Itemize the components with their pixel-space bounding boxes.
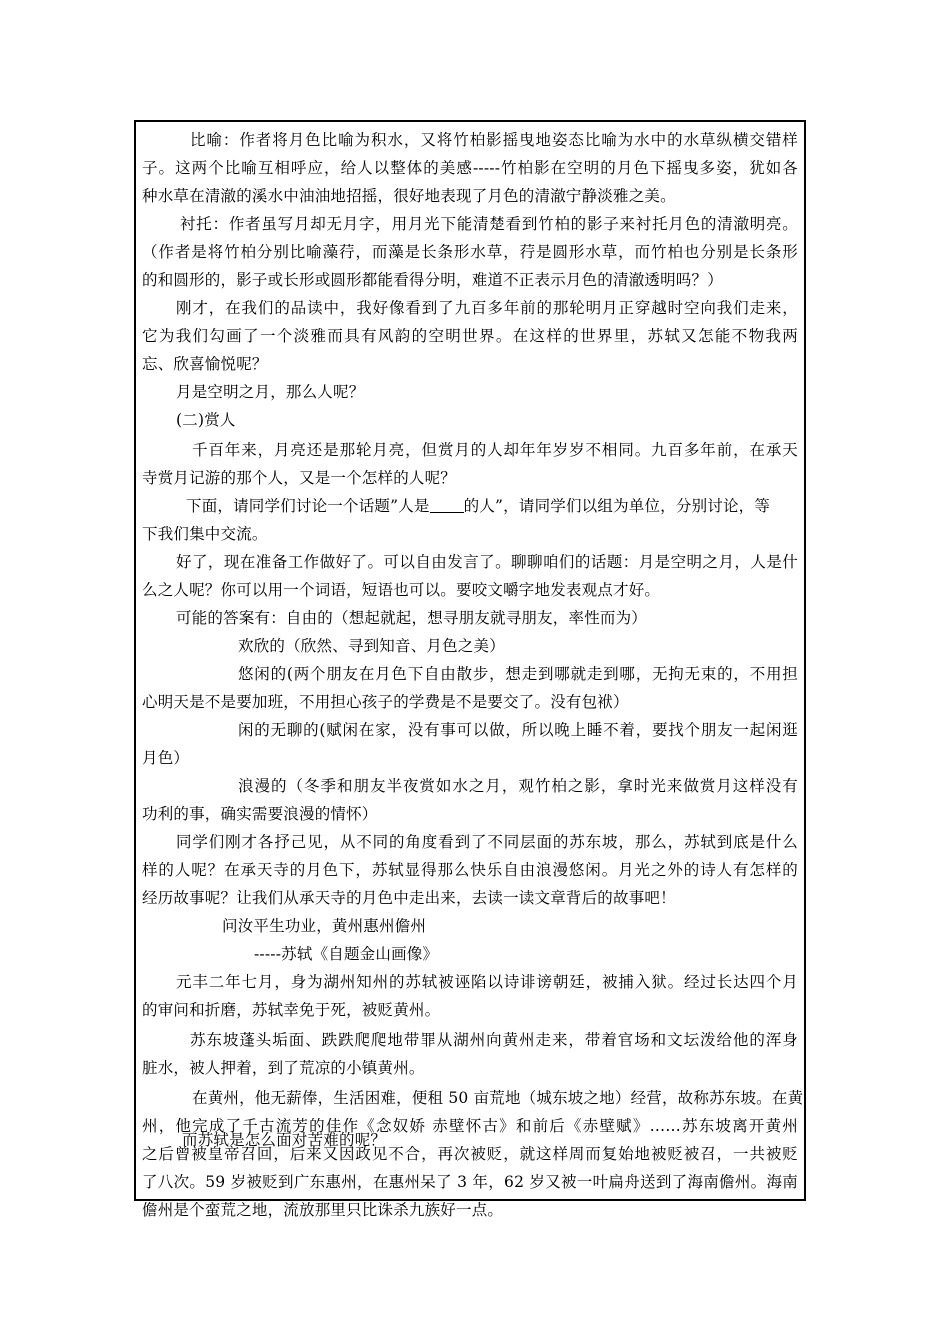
- paragraph-line: [186, 492, 798, 520]
- poem-quote: 问汝平生功业，黄州惠州儋州: [222, 917, 427, 935]
- answer-line: 悠闲的(两个朋友在月色下自由散步，想走到哪就走到哪，无拘无束的，不用担: [238, 665, 798, 683]
- paragraph-line: 在黄州，他无薪俸，生活困难，便租 50 亩荒地（城东坡之地）经营，故称苏东坡。在黄: [192, 1089, 804, 1107]
- paragraph-line: 刚才，在我们的品读中，我好像看到了九百多年前的那轮明月正穿越时空向我们走来，: [176, 299, 798, 317]
- paragraph-line: 的和圆形的，影子或长形或圆形都能看得分明，难道不正表示月色的清澈透明吗？）: [142, 271, 723, 289]
- poem-attribution: -----苏轼《自题金山画像》: [254, 945, 439, 963]
- paragraph-line: 子。这两个比喻互相呼应，给人以整体的美感-----竹柏影在空明的月色下摇曳多姿，犹如各: [142, 159, 798, 177]
- paragraph-line: （作者是将竹柏分别比喻藻荇，而藻是长条形水草，荇是圆形水草，而竹柏也分别是长条形: [142, 243, 798, 261]
- answer-line: 欢欣的（欣然、寻到知音、月色之美）: [238, 637, 505, 655]
- paragraph-line: 经历故事呢？让我们从承天寺的月色中走出来，去读一读文章背后的故事吧！: [142, 889, 676, 907]
- text-fragment: 下面，请同学们讨论一个话题”人是: [186, 497, 430, 515]
- paragraph-line: 寺赏月记游的那个人，又是一个怎样的人呢？: [142, 469, 457, 487]
- paragraph-line: 同学们刚才各抒己见，从不同的角度看到了不同层面的苏东坡，那么，苏轼到底是什么: [176, 833, 798, 851]
- paragraph-line: 衬托：作者虽写月却无月字，用月光下能清楚看到竹柏的影子来衬托月色的清澈明亮。: [180, 215, 798, 233]
- paragraph-line: 好了，现在准备工作做好了。可以自由发言了。聊聊咱们的话题：月是空明之月，人是什: [176, 553, 798, 571]
- paragraph-line: 的审问和折磨，苏轼幸免于死，被贬黄州。: [142, 1001, 441, 1019]
- answer-line: 功利的事，确实需要浪漫的情怀）: [142, 805, 378, 823]
- paragraph-line: 比喻：作者将月色比喻为积水，又将竹柏影摇曳地姿态比喻为水中的水草纵横交错样: [190, 131, 798, 149]
- answer-line: 月色）: [142, 749, 190, 767]
- paragraph-line: 下我们集中交流。: [142, 525, 268, 543]
- text-fragment: 的人”，请同学们以组为单位，分别讨论，等: [463, 497, 771, 515]
- paragraph-line: 元丰二年七月，身为湖州知州的苏轼被诬陷以诗诽谤朝廷，被捕入狱。经过长达四个月: [176, 973, 798, 991]
- paragraph-line: 脏水，被人押着，到了荒凉的小镇黄州。: [142, 1059, 425, 1077]
- paragraph-line: 样的人呢？在承天寺的月色下，苏轼显得那么快乐自由浪漫悠闲。月光之外的诗人有怎样的: [142, 861, 798, 879]
- text-table-cell: [134, 120, 806, 1219]
- paragraph-line: 苏东坡蓬头垢面、跌跌爬爬地带罪从湖州向黄州走来，带着官场和文坛泼给他的浑身: [190, 1031, 798, 1049]
- paragraph-line: 种水草在清澈的溪水中油油地招摇，很好地表现了月色的清澈宁静淡雅之美。: [142, 187, 676, 205]
- answer-line: 闲的无聊的(赋闲在家，没有事可以做，所以晚上睡不着，要找个朋友一起闲逛: [238, 721, 798, 739]
- paragraph-line: 它为我们勾画了一个淡雅而具有风韵的空明世界。在这样的世界里，苏轼又怎能不物我两: [142, 327, 798, 345]
- paragraph-line: 忘、欣喜愉悦呢？: [142, 355, 268, 373]
- answer-line: 心明天是不是要加班，不用担心孩子的学费是不是要交了。没有包袱）: [142, 693, 629, 711]
- paragraph-line: 可能的答案有：自由的（想起就起，想寻朋友就寻朋友，率性而为）: [176, 609, 648, 627]
- paragraph-line: 之后曾被皇帝召回，后来又因政见不合，再次被贬，就这样周而复始地被贬被召，一共被贬: [142, 1145, 798, 1163]
- paragraph-line: 州，他完成了千古流芳的佳作《念奴娇 赤壁怀古》和前后《赤壁赋》……苏东坡离开黄州: [142, 1117, 798, 1135]
- paragraph-line: 千百年来，月亮还是那轮月亮，但赏月的人却年年岁岁不相同。九百多年前，在承天: [192, 441, 798, 459]
- answer-line: 浪漫的（冬季和朋友半夜赏如水之月，观竹柏之影，拿时光来做赏月这样没有: [238, 777, 798, 795]
- section-heading: (二)赏人: [176, 411, 236, 429]
- paragraph-line: 儋州是个蛮荒之地，流放那里只比诛杀九族好一点。: [142, 1201, 504, 1219]
- paragraph-line: 了八次。59 岁被贬到广东惠州，在惠州呆了 3 年，62 岁又被一叶扁舟送到了海南儋州。海南: [142, 1173, 798, 1191]
- paragraph-line: 而苏轼是怎么面对苦难的呢？: [182, 1131, 387, 1149]
- paragraph-line: 么之人呢？你可以用一个词语，短语也可以。要咬文嚼字地发表观点才好。: [142, 581, 661, 599]
- paragraph-line: 月是空明之月，那么人呢？: [176, 383, 365, 401]
- fill-in-blank: [430, 494, 464, 513]
